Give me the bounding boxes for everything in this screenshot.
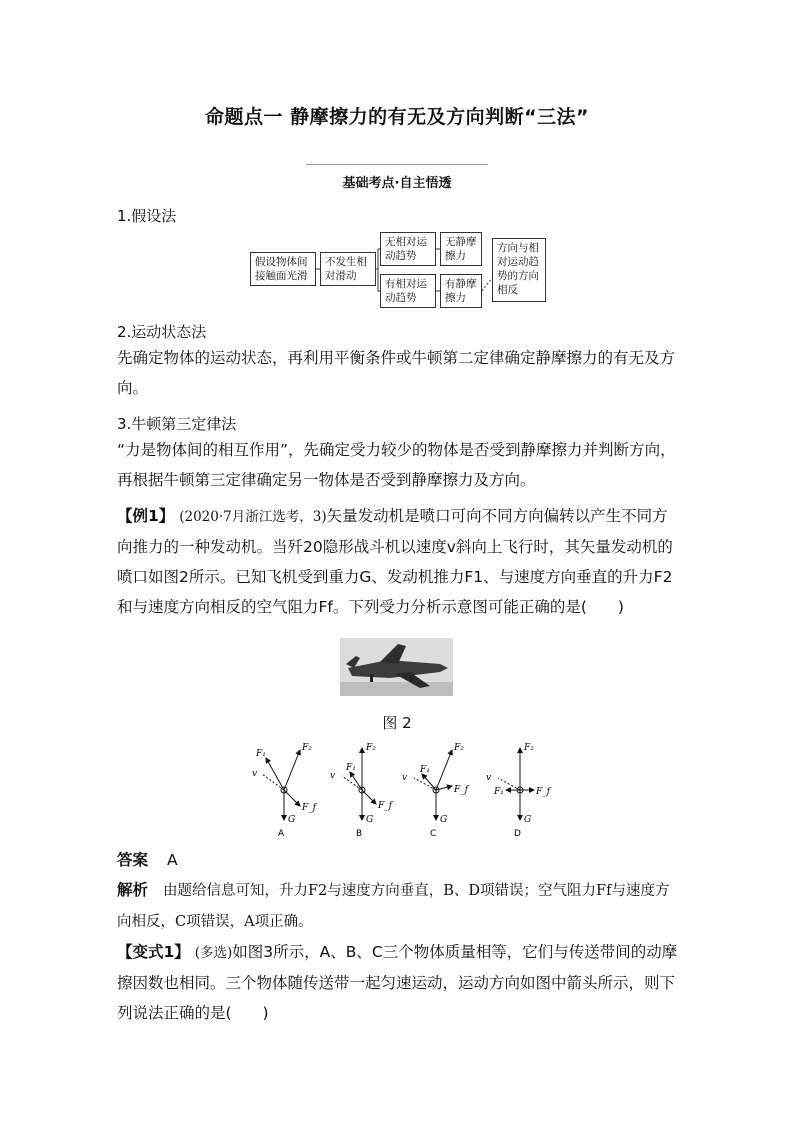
analysis-text: 由题给信息可知，升力F2与速度方向垂直，B、D项错误；空气阻力Ff与速度方向相反，C项错误，A项正确。 [117, 883, 670, 930]
svg-text:C: C [430, 829, 437, 839]
svg-text:F₂: F₂ [454, 743, 464, 753]
diagram-b [330, 743, 394, 839]
analysis-label: 解析 [117, 881, 149, 899]
diagram-a [252, 743, 318, 839]
jet-engine-photo [340, 638, 453, 696]
svg-text:F₂: F₂ [524, 743, 534, 753]
svg-text:F₁: F₁ [346, 763, 356, 773]
svg-text:F₂: F₂ [366, 743, 376, 753]
diagram-a-ff-label: F_f [302, 803, 317, 813]
diagram-a-option-label: A [278, 829, 285, 839]
heading-assumption-method: 1.假设法 [117, 207, 177, 225]
diagram-d [486, 743, 552, 839]
jet-illustration [340, 638, 453, 696]
variant-1-label: 【变式1】 [117, 943, 190, 961]
svg-text:F_f: F_f [378, 801, 393, 811]
diagram-c [402, 743, 470, 839]
motion-state-text: 先确定物体的运动状态，再利用平衡条件或牛顿第二定律确定静摩擦力的有无及方向。 [117, 349, 676, 397]
flow-result-top-box: 无静摩擦力 [440, 232, 482, 266]
diagram-a-f1-label: F₁ [256, 749, 266, 759]
svg-text:F₁: F₁ [494, 787, 504, 797]
page-title: 命题点一 静摩擦力的有无及方向判断“三法” [204, 106, 590, 128]
answer-value: A [166, 851, 178, 869]
analysis [117, 875, 683, 937]
svg-text:F_f: F_f [454, 785, 469, 795]
subtitle-divider [306, 164, 488, 165]
example-1 [117, 501, 683, 622]
flow-final-box: 方向与相对运动趋势的方向相反 [492, 238, 546, 302]
assumption-flowchart [248, 228, 548, 310]
diagram-a-f2-label: F₂ [302, 743, 312, 753]
answer-label: 答案 [117, 851, 149, 869]
variant-1-text: 如图3所示，A、B、C三个物体质量相等，它们与传送带间的动摩擦因数也相同。三个物体随传送带一起匀速运动，运动方向如图中箭头所示，则下列说法正确的是( ) [117, 943, 678, 1022]
svg-text:v: v [402, 773, 408, 783]
flow-branch-bottom-box: 有相对运动趋势 [380, 274, 436, 308]
svg-text:F₁: F₁ [420, 765, 430, 775]
diagram-a-g-label: G [288, 815, 296, 825]
section-subtitle: 基础考点·自主悟透 [342, 176, 452, 191]
example-1-text: 矢量发动机是喷口可向不同方向偏转以产生不同方向推力的一种发动机。当歼20隐形战斗机以速度v斜向上飞行时，其矢量发动机的喷口如图2所示。已知飞机受到重力G、发动机推力F1、与速度方向垂直的升力F2和与速度方向相反的空气阻力Ff。下列受力分析示意图可能正确的是( ) [117, 507, 673, 616]
figure-2-caption: 图 2 [382, 714, 412, 732]
svg-text:D: D [514, 829, 521, 839]
svg-text:G: G [524, 815, 532, 825]
newton-third-law-text: “力是物体间的相互作用”，先确定受力较少的物体是否受到静摩擦力并判断方向，再根据牛顿第三定律确定另一物体是否受到静摩擦力及方向。 [117, 441, 676, 489]
diagram-a-v-label: v [252, 769, 258, 779]
answer-line [117, 845, 683, 875]
flow-connectors [248, 228, 548, 310]
heading-newton-third-law-method: 3.牛顿第三定律法 [117, 415, 237, 433]
example-1-source: (2020·7月浙江选考，3) [179, 509, 327, 525]
heading-motion-state-method: 2.运动状态法 [117, 323, 207, 341]
variant-1-tag: (多选) [194, 945, 233, 961]
svg-text:F_f: F_f [536, 787, 551, 797]
flow-start-box: 假设物体间接触面光滑 [250, 252, 316, 286]
svg-text:G: G [366, 815, 374, 825]
svg-text:G: G [440, 815, 448, 825]
flow-branch-top-box: 无相对运动趋势 [380, 232, 436, 266]
flow-step2-box: 不发生相对滑动 [320, 252, 376, 286]
force-diagrams [244, 738, 554, 840]
svg-text:v: v [486, 773, 492, 783]
svg-text:B: B [356, 829, 363, 839]
example-1-label: 【例1】 [117, 507, 175, 525]
flow-result-bottom-box: 有静摩擦力 [440, 274, 482, 308]
svg-text:v: v [330, 771, 336, 781]
variant-1 [117, 937, 683, 1028]
